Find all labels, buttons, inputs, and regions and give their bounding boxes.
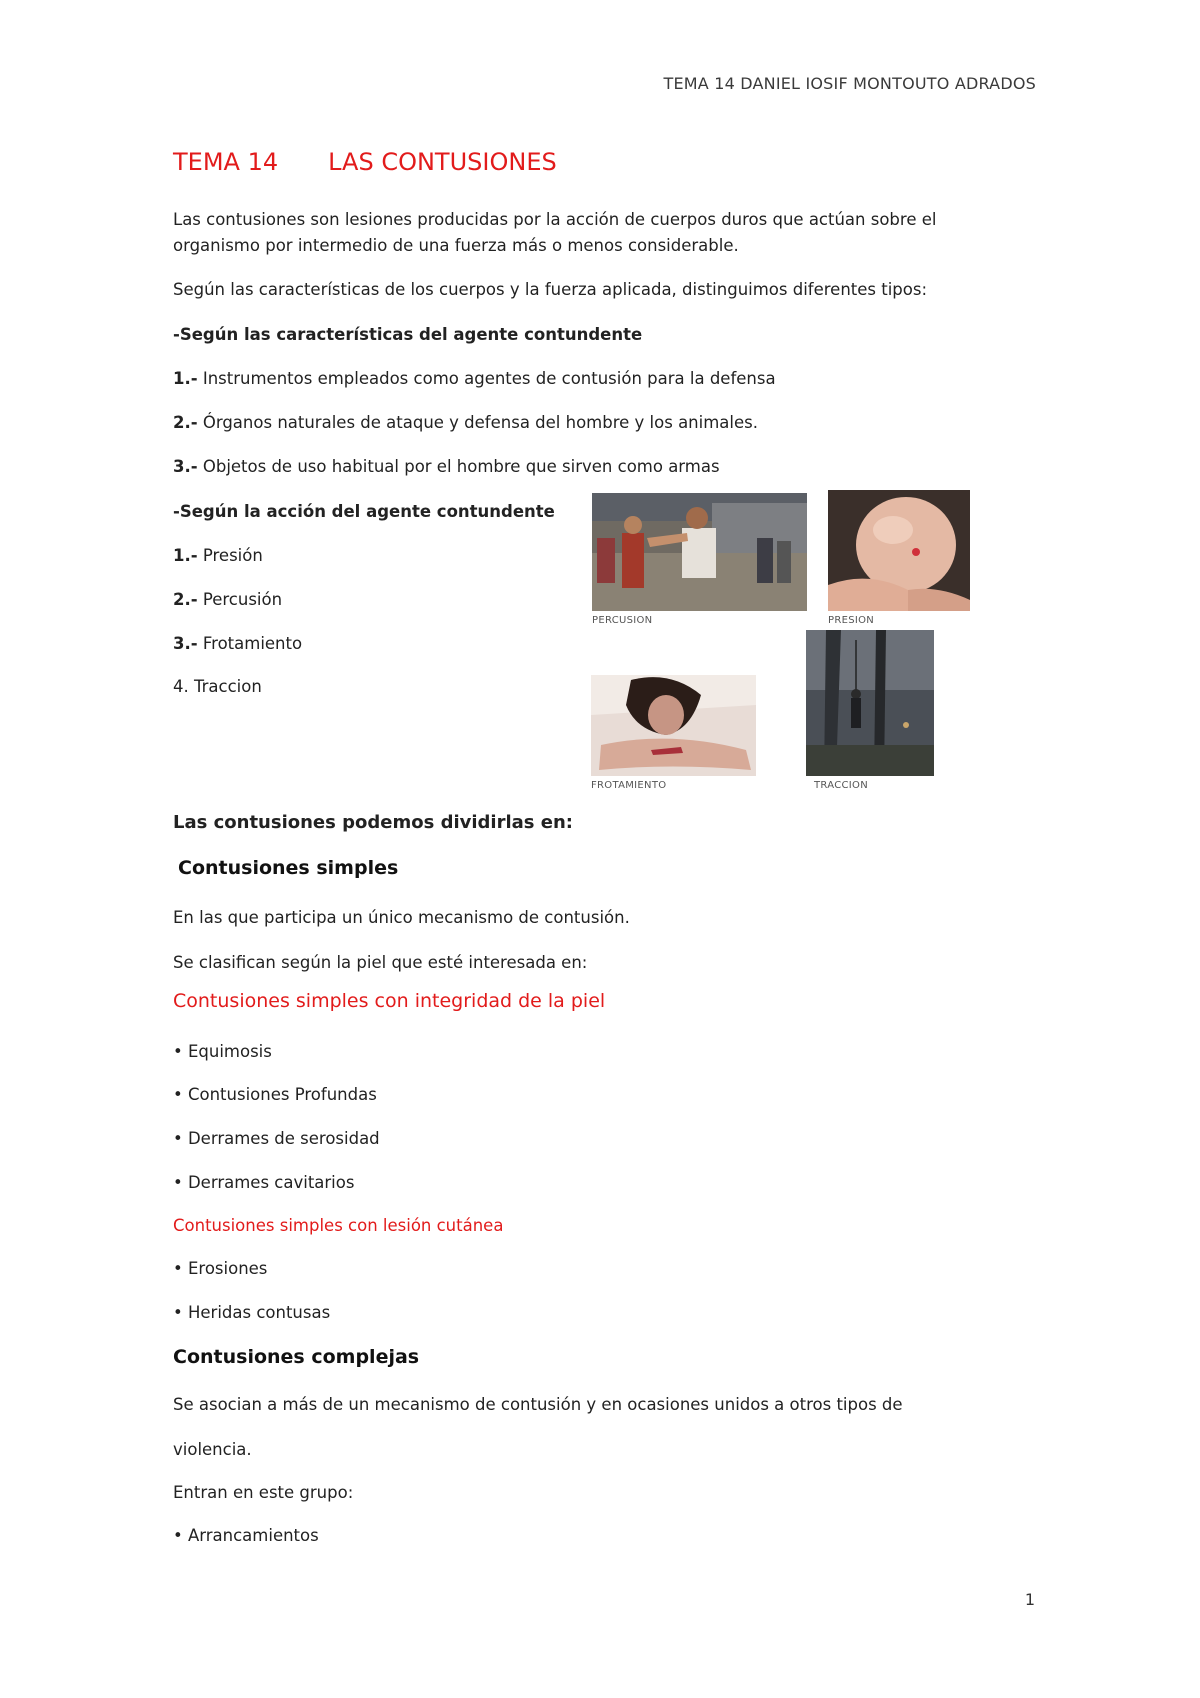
traccion-caption: TRACCION <box>814 780 868 791</box>
item-number: 4. <box>173 677 189 696</box>
complex-desc-2: violencia. <box>173 1440 252 1459</box>
item-text: Instrumentos empleados como agentes de contusión para la defensa <box>197 369 776 388</box>
division-heading: Las contusiones podemos dividirlas en: <box>173 812 573 833</box>
item-text: Órganos naturales de ataque y defensa del hombre y los animales. <box>197 413 758 432</box>
percusion-photo <box>592 493 807 611</box>
page-title <box>173 148 557 176</box>
agent-characteristics-item <box>173 454 720 480</box>
list-item: • Heridas contusas <box>173 1303 331 1322</box>
presion-photo <box>828 490 970 611</box>
simple-desc-2: Se clasifican según la piel que esté interesada en: <box>173 953 588 972</box>
running-header: TEMA 14 DANIEL IOSIF MONTOUTO ADRADOS <box>663 74 1036 93</box>
frotamiento-caption: FROTAMIENTO <box>591 780 667 791</box>
intro-line-1: Las contusiones son lesiones producidas por la acción de cuerpos duros que actúan sobre el <box>173 210 937 229</box>
list-item: • Derrames cavitarios <box>173 1173 355 1192</box>
page-number: 1 <box>1024 1590 1035 1609</box>
list-item: • Erosiones <box>173 1259 268 1278</box>
agent-action-heading: -Según la acción del agente contundente <box>173 502 555 521</box>
percusion-caption: PERCUSION <box>592 615 653 626</box>
simple-contusions-heading: Contusiones simples <box>178 857 399 879</box>
item-text: Objetos de uso habitual por el hombre que sirven como armas <box>197 457 720 476</box>
presion-caption: PRESION <box>828 615 875 626</box>
title-number: TEMA 14 <box>173 148 279 176</box>
agent-characteristics-item <box>173 410 758 436</box>
item-number: 2.- <box>173 590 198 609</box>
list-item: • Derrames de serosidad <box>173 1129 380 1148</box>
complex-desc-3: Entran en este grupo: <box>173 1483 354 1502</box>
simple-desc-1: En las que participa un único mecanismo de contusión. <box>173 908 630 927</box>
list-item: • Equimosis <box>173 1042 272 1061</box>
item-number: 3.- <box>173 457 198 476</box>
item-text: Frotamiento <box>197 634 303 653</box>
item-number: 1.- <box>173 369 198 388</box>
integrity-heading: Contusiones simples con integridad de la piel <box>173 990 606 1012</box>
cutaneous-heading: Contusiones simples con lesión cutánea <box>173 1216 504 1235</box>
title-text: LAS CONTUSIONES <box>328 148 557 176</box>
agent-characteristics-item <box>173 366 776 392</box>
item-text: Presión <box>197 546 263 565</box>
item-number: 3.- <box>173 634 198 653</box>
agent-action-item <box>173 674 262 700</box>
intro-line-3: Según las características de los cuerpos y la fuerza aplicada, distinguimos diferentes tipos: <box>173 280 928 299</box>
agent-action-item <box>173 631 302 657</box>
intro-line-2: organismo por intermedio de una fuerza más o menos considerable. <box>173 236 739 255</box>
item-text: Percusión <box>197 590 283 609</box>
list-item: • Arrancamientos <box>173 1526 319 1545</box>
agent-characteristics-heading: -Según las características del agente contundente <box>173 325 643 344</box>
list-item: • Contusiones Profundas <box>173 1085 377 1104</box>
complex-contusions-heading: Contusiones complejas <box>173 1346 420 1368</box>
agent-action-item <box>173 587 282 613</box>
frotamiento-photo <box>591 675 756 776</box>
traccion-photo <box>806 630 934 776</box>
agent-action-item <box>173 543 263 569</box>
item-number: 2.- <box>173 413 198 432</box>
item-number: 1.- <box>173 546 198 565</box>
complex-desc-1: Se asocian a más de un mecanismo de contusión y en ocasiones unidos a otros tipos de <box>173 1395 903 1414</box>
item-text: Traccion <box>188 677 262 696</box>
